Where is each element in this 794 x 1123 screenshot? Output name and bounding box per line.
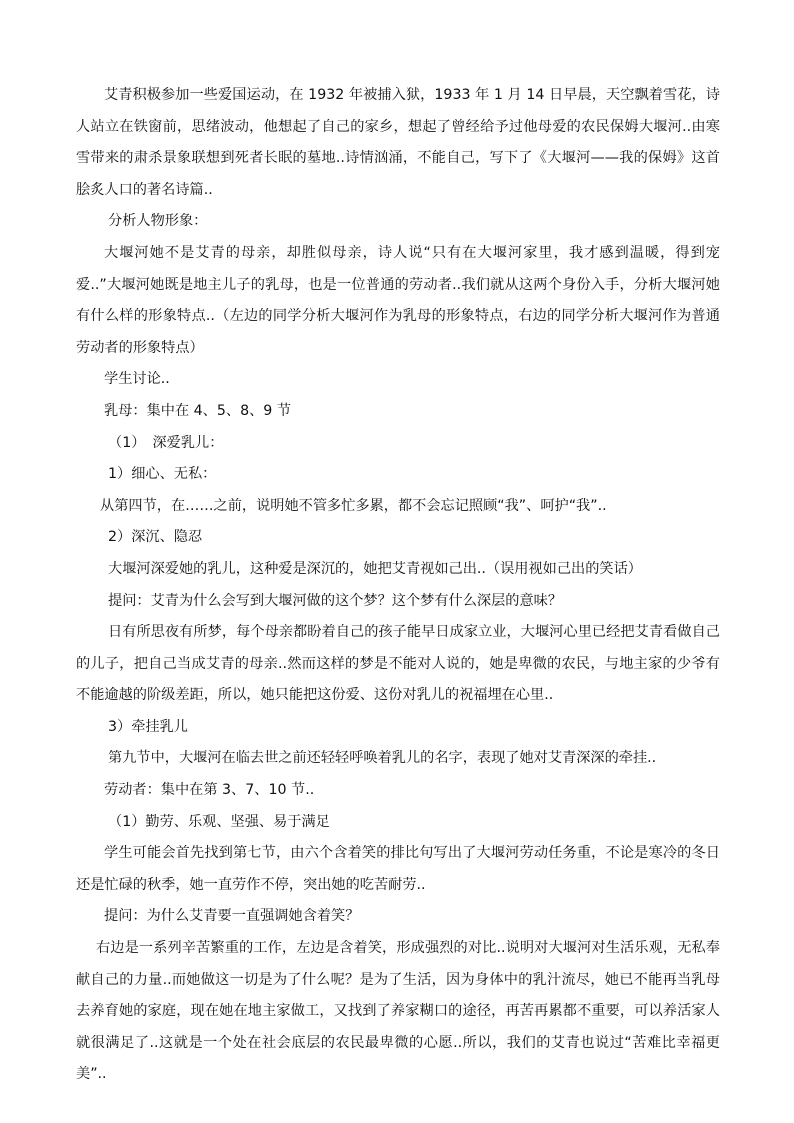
paragraph-deep-love-detail: 大堰河深爱她的乳儿，这种爱是深沉的，她把艾青视如己出..（误用视如己出的笑话） (108, 560, 642, 577)
paragraph-fourth-section: 从第四节，在……之前，说明她不管多忙多累，都不会忘记照顾“我”、呵护“我”.. (100, 497, 607, 514)
paragraph-laborer-heading: 劳动者：集中在第 3、7、10 节.. (104, 782, 315, 799)
paragraph-deep-love: （1） 深爱乳儿： (108, 434, 224, 451)
paragraph-analysis-intro: 大堰河她不是艾青的母亲，却胜似母亲，诗人说“只有在大堰河家里，我才感到温暖，得到宠爱..”大堰河她既是地主儿子的乳母，也是一位普通的劳动者..我们就从这两个身份入手，分析大堰河她有什么样的形象特点..（左边的同学分析大堰河作为乳母的形象特点，右边的同学分析大堰河作为普通劳动者的形象特点） (76, 244, 720, 356)
paragraph-smile-answer: 右边是一系列辛苦繁重的工作，左边是含着笑，形成强烈的对比..说明对大堰河对生活乐观，无私奉献自己的力量..而她做这一切是为了什么呢？是为了生活，因为身体中的乳汁流尽，她已不能再当乳母去养育她的家庭，现在她在地主家做工，又找到了养家糊口的途径，再苦再累都不重要，可以养活家人就很满足了..这就是一个处在社会底层的农民最卑微的心愿..所以，我们的艾青也说过“苦难比幸福更美”.. (76, 940, 720, 1083)
paragraph-caring-heading: 3）牵挂乳儿 (108, 718, 188, 735)
paragraph-careful-selfless: 1）细心、无私： (108, 466, 217, 483)
paragraph-wetnurse-heading: 乳母：集中在 4、5、8、9 节 (104, 402, 292, 419)
paragraph-analysis-heading: 分析人物形象： (108, 213, 208, 230)
paragraph-student-discussion: 学生讨论.. (104, 371, 170, 388)
document-page (76, 80, 720, 1091)
paragraph-laborer-traits: （1）勤劳、乐观、坚强、易于满足 (108, 813, 330, 830)
paragraph-deep-patient: 2）深沉、隐忍 (108, 529, 203, 546)
paragraph-ninth-section: 第九节中，大堰河在临去世之前还轻轻呼唤着乳儿的名字，表现了她对艾青深深的牵挂.. (108, 750, 657, 767)
paragraph-question-smile: 提问：为什么艾青要一直强调她含着笑？ (104, 908, 360, 925)
paragraph-question-dream: 提问：艾青为什么会写到大堰河做的这个梦？这个梦有什么深层的意味？ (108, 592, 563, 609)
paragraph-seventh-section: 学生可能会首先找到第七节，由六个含着笑的排比句写出了大堰河劳动任务重，不论是寒冷的冬日还是忙碌的秋季，她一直劳作不停，突出她的吃苦耐劳.. (76, 845, 720, 893)
paragraph-background: 艾青积极参加一些爱国运动，在 1932 年被捕入狱，1933 年 1 月 14 日早晨，天空飘着雪花，诗人站立在铁窗前，思绪波动，他想起了自己的家乡，想起了曾经给予过他母爱的农民保姆大堰河..由寒雪带来的肃杀景象联想到死者长眠的墓地..诗情汹涌，不能自己，写下了《大堰河——我的保姆》这首脍炙人口的著名诗篇.. (76, 87, 720, 198)
paragraph-dream-answer: 日有所思夜有所梦，每个母亲都盼着自己的孩子能早日成家立业，大堰河心里已经把艾青看做自己的儿子，把自己当成艾青的母亲..然而这样的梦是不能对人说的，她是卑微的农民，与地主家的少爷有不能逾越的阶级差距，所以，她只能把这份爱、这份对乳儿的祝福埋在心里.. (76, 624, 720, 704)
